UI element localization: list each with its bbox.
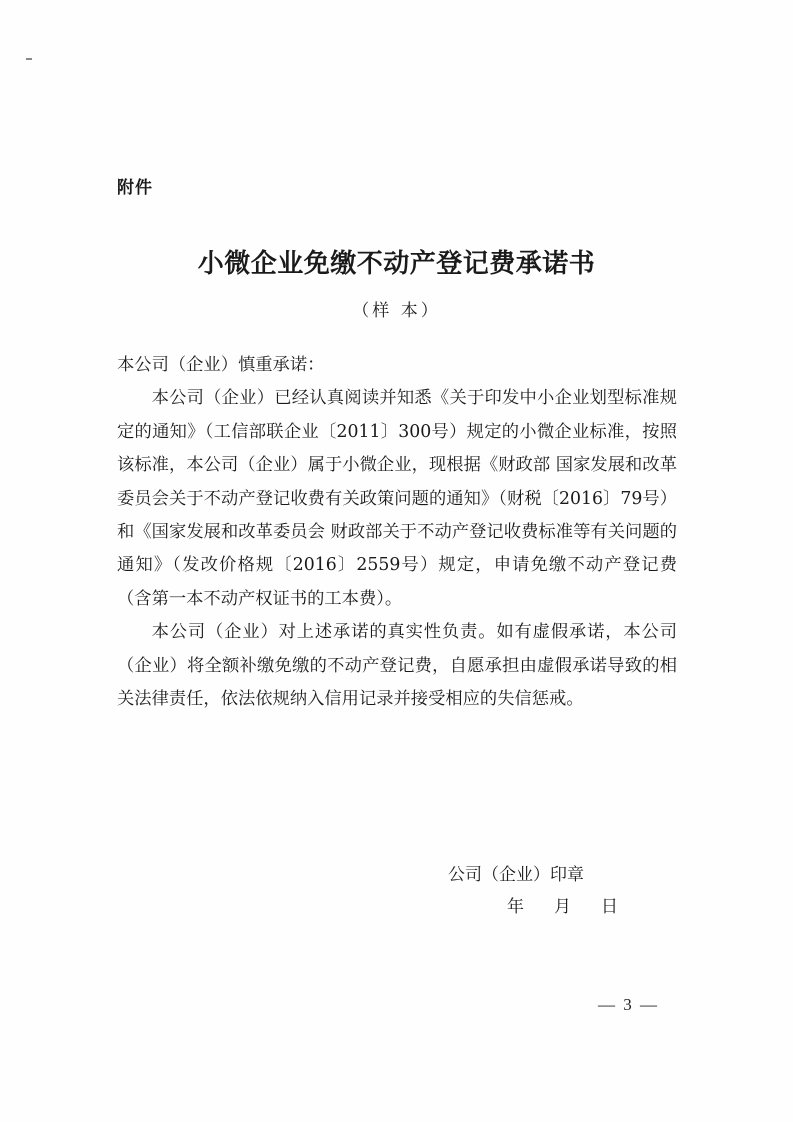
date-line [507, 892, 618, 917]
date-month: 月 [554, 897, 571, 917]
page-number: — 3 — [598, 995, 659, 1014]
date-year: 年 [507, 897, 524, 917]
salutation: 本公司（企业）慎重承诺： [117, 355, 325, 375]
seal-label: 公司（企业）印章 [448, 865, 584, 885]
attachment-label: 附件 [117, 178, 153, 198]
paragraph-commitment: 本公司（企业）已经认真阅读并知悉《关于印发中小企业划型标准规定的通知》（工信部联企业〔2011〕300号）规定的小微企业标准，按照该标准，本公司（企业）属于小微企业，现根据《财政部 国家发展和改革委员会关于不动产登记收费有关政策问题的通知》（财税〔2016〕79号）和《国家发展和改革委员会 财政部关于不动产登记收费标准等有关问题的通知》（发改价格规〔2016〕2559号）规定，申请免缴不动产登记费（含第一本不动产权证书的工本费）。 [117, 388, 677, 609]
document-subtitle: （样 本） [352, 301, 441, 321]
paragraph-responsibility: 本公司（企业）对上述承诺的真实性负责。如有虚假承诺，本公司（企业）将全额补缴免缴的不动产登记费，自愿承担由虚假承诺导致的相关法律责任，依法依规纳入信用记录并接受相应的失信惩戒。 [117, 622, 677, 710]
document-body [117, 349, 677, 716]
document-title: 小微企业免缴不动产登记费承诺书 [197, 249, 596, 279]
scan-artifact [26, 58, 32, 60]
date-day: 日 [601, 897, 618, 917]
